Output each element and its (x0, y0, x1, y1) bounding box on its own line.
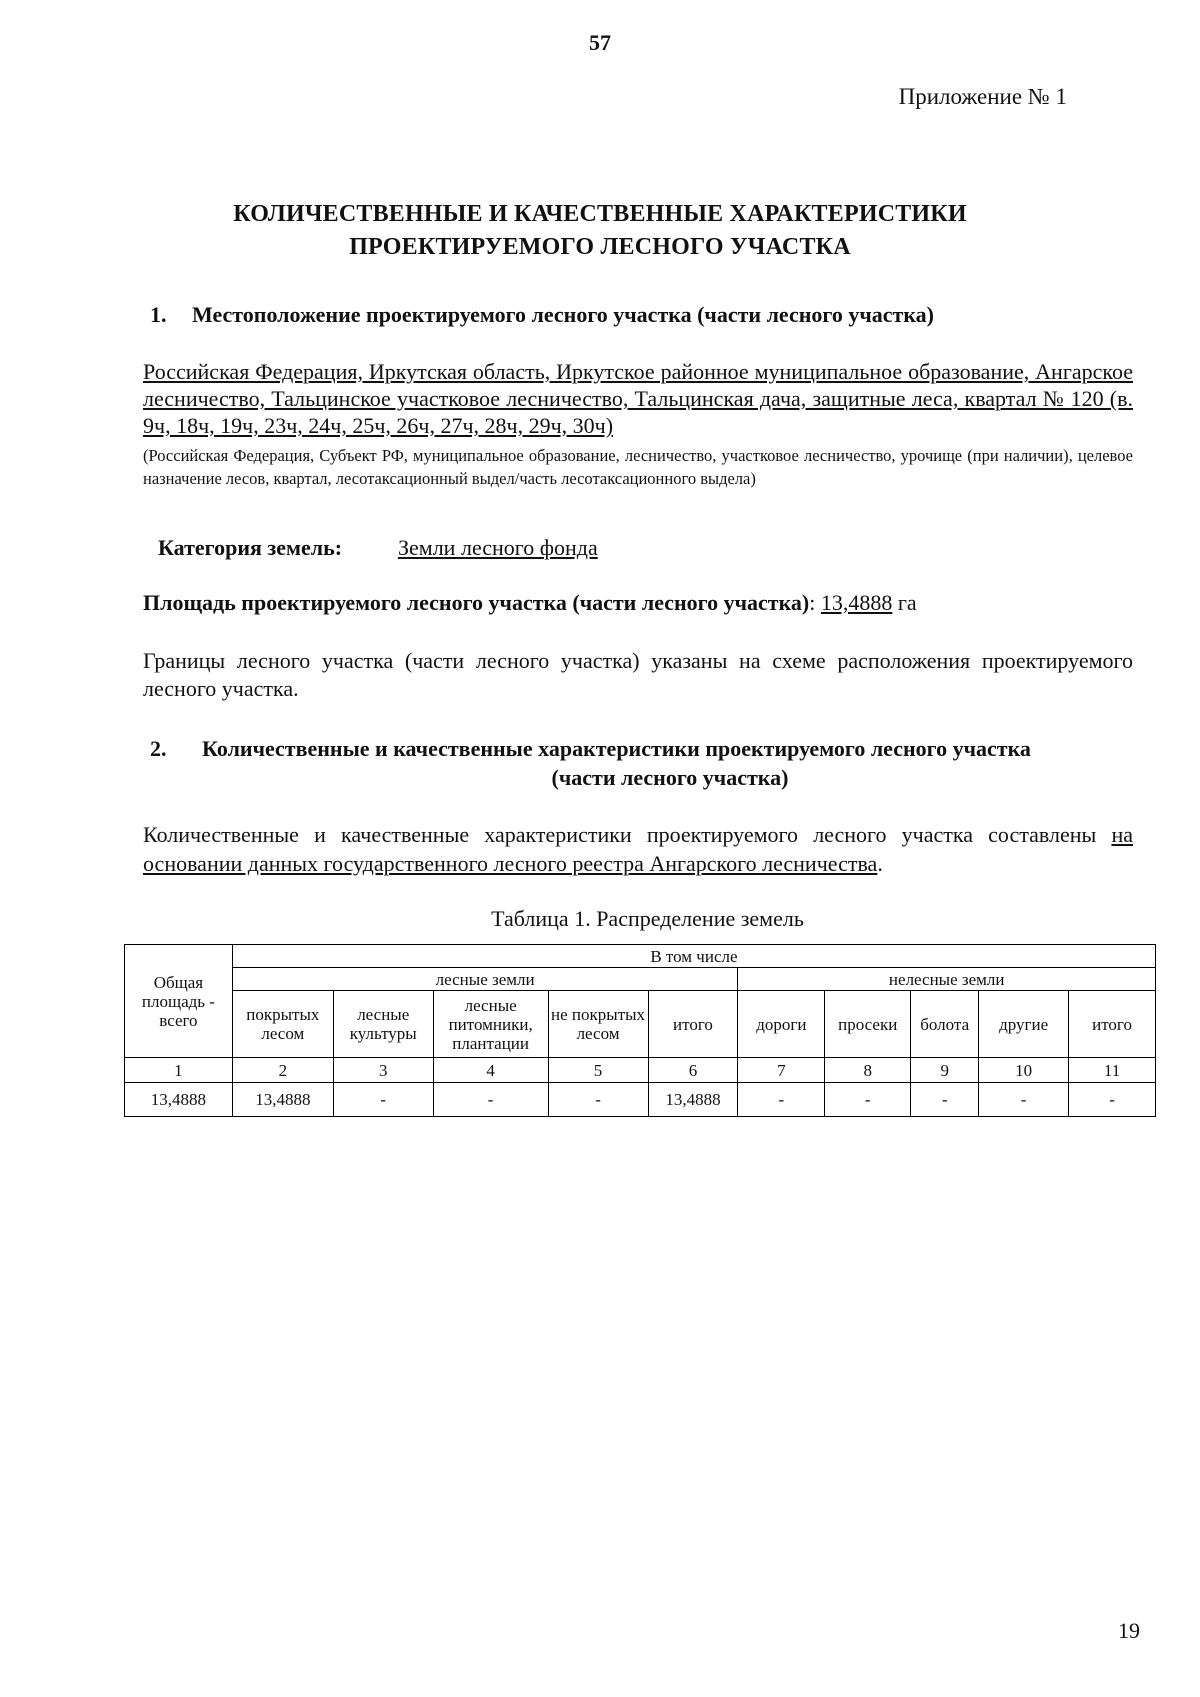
col-number: 10 (979, 1058, 1069, 1083)
section-2-title-line-1: Количественные и качественные характеристики проектируемого лесного участка (202, 736, 1031, 761)
land-distribution-table (124, 944, 1156, 1117)
header-including: В том числе (232, 945, 1155, 968)
section-1-title: Местоположение проектируемого лесного участка (части лесного участка) (192, 302, 934, 327)
page-number-bottom: 19 (1118, 1618, 1140, 1643)
cell-value: - (738, 1083, 825, 1117)
section-1-number: 1. (150, 302, 167, 327)
table-caption: Таблица 1. Распределение земель (491, 906, 804, 931)
cell-value: - (1069, 1083, 1156, 1117)
section-1-heading (150, 302, 1090, 328)
header-col-5: не покрытых лесом (548, 991, 648, 1058)
table-row (125, 1083, 1156, 1117)
col-number: 8 (825, 1058, 911, 1083)
location-text: Российская Федерация, Иркутская область, Иркутское районное муниципальное образование, Ангарское лесничество, Тальцинское участковое лесничество, Тальцинская дача, защитные леса, квартал № 120 (в. 9ч, 18ч, 19ч, 23ч, 24ч, 25ч, 26ч, 27ч, 28ч, 29ч, 30ч) (143, 359, 1133, 438)
section-2-heading (150, 734, 1130, 792)
cell-value: 13,4888 (125, 1083, 233, 1117)
basis-text: Количественные и качественные характеристики проектируемого лесного участка составлены (143, 822, 1112, 847)
header-col-11: итого (1069, 991, 1156, 1058)
appendix-label: Приложение № 1 (898, 84, 1067, 109)
basis-end: . (877, 851, 883, 876)
col-number: 4 (433, 1058, 548, 1083)
area-row (143, 590, 917, 616)
category-label: Категория земель: (158, 535, 343, 560)
header-col-8: просеки (825, 991, 911, 1058)
col-number: 3 (333, 1058, 433, 1083)
col-number: 5 (548, 1058, 648, 1083)
category-value: Земли лесного фонда (398, 535, 598, 560)
title-line-2: ПРОЕКТИРУЕМОГО ЛЕСНОГО УЧАСТКА (349, 234, 851, 260)
location-description (143, 358, 1133, 439)
area-colon: : (809, 590, 821, 615)
header-col-4: лесные питомники, плантации (433, 991, 548, 1058)
basis-underlined: на основании данных государственного лесного реестра Ангарского лесничества (143, 822, 1133, 876)
col-number: 6 (648, 1058, 738, 1083)
document-title (130, 198, 1070, 264)
cell-value: - (433, 1083, 548, 1117)
col-number: 2 (232, 1058, 333, 1083)
col-number: 11 (1069, 1058, 1156, 1083)
col-number: 1 (125, 1058, 233, 1083)
section-2-title-line-2: (части лесного участка) (551, 765, 789, 790)
cell-value: - (979, 1083, 1069, 1117)
column-numbers-row (125, 1058, 1156, 1083)
cell-value: - (911, 1083, 979, 1117)
col-number: 7 (738, 1058, 825, 1083)
cell-value: - (825, 1083, 911, 1117)
cell-value: 13,4888 (232, 1083, 333, 1117)
header-col-7: дороги (738, 991, 825, 1058)
header-col-3: лесные культуры (333, 991, 433, 1058)
cell-value: - (333, 1083, 433, 1117)
area-label: Площадь проектируемого лесного участка (части лесного участка) (143, 590, 810, 615)
area-value: 13,4888 (820, 590, 893, 615)
cell-value: - (548, 1083, 648, 1117)
header-col-9: болота (911, 991, 979, 1058)
land-category (158, 535, 598, 561)
area-unit: га (892, 590, 917, 615)
col-number: 9 (911, 1058, 979, 1083)
header-nonforest-lands: нелесные земли (738, 968, 1156, 991)
cell-value: 13,4888 (648, 1083, 738, 1117)
header-total-area: Общая площадь - всего (125, 945, 233, 1058)
location-hint: (Российская Федерация, Субъект РФ, муниципальное образование, лесничество, участковое лесничество, урочище (при наличии), целевое назначение лесов, квартал, лесотаксационный выдел/часть лесотаксационного выдела) (143, 446, 1133, 488)
section-2-number: 2. (150, 736, 167, 761)
title-line-1: КОЛИЧЕСТВЕННЫЕ И КАЧЕСТВЕННЫЕ ХАРАКТЕРИСТИКИ (233, 201, 967, 227)
header-col-2: покрытых лесом (232, 991, 333, 1058)
basis-paragraph (143, 820, 1133, 878)
header-col-6: итого (648, 991, 738, 1058)
boundaries-text: Границы лесного участка (части лесного участка) указаны на схеме расположения проектируемого лесного участка. (143, 648, 1133, 701)
header-forest-lands: лесные земли (232, 968, 738, 991)
page-number-top: 57 (589, 30, 611, 55)
header-col-10: другие (979, 991, 1069, 1058)
